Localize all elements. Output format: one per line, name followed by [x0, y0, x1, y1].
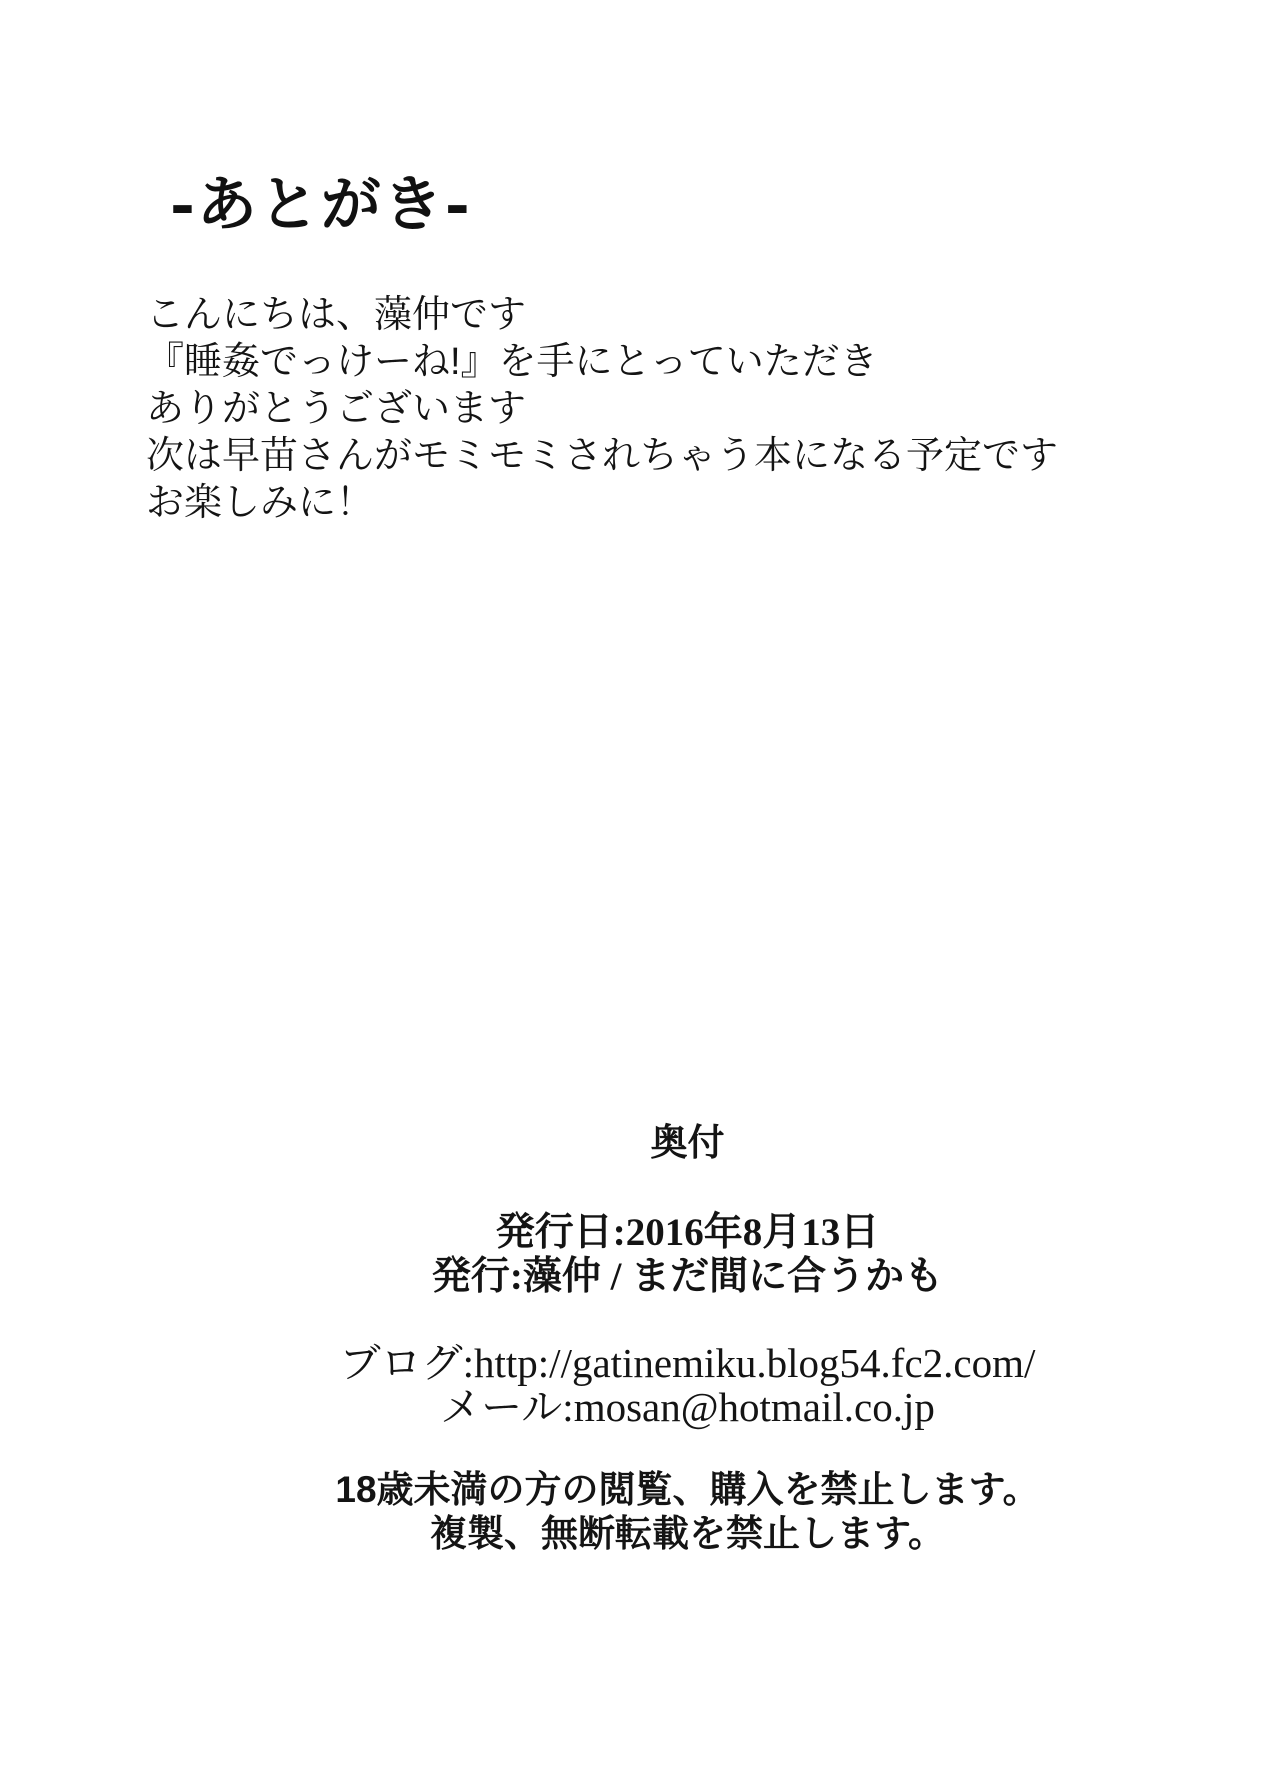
afterword-line-book-title: 『睡姦でっけーね!』を手にとっていただき [146, 341, 878, 383]
email-text: メール:mosan@hotmail.co.jp [440, 1384, 935, 1430]
colophon [95, 0, 1280, 1791]
age-restriction-notice: 18歳未満の方の閲覧、購入を禁止します。 [335, 1469, 1040, 1510]
blog-url-text: ブログ:http://gatinemiku.blog54.fc2.com/ [339, 1340, 1036, 1386]
afterword-line-look-forward: お楽しみに！ [146, 482, 375, 524]
publisher-line: 発行:藻仲 / まだ間に合うかも [431, 1255, 944, 1298]
colophon-heading: 奥付 [650, 1122, 725, 1163]
no-reproduction-notice: 複製、無断転載を禁止します。 [429, 1513, 946, 1554]
afterword-line-greeting: こんにちは、藻仲です [146, 294, 527, 336]
afterword-line-next-book: 次は早苗さんがモミモミされちゃう本になる予定です [146, 435, 1059, 477]
afterword-title: -あとがき- [170, 170, 472, 240]
afterword-line-thanks: ありがとうございます [146, 388, 527, 430]
publish-date-line: 発行日:2016年8月13日 [495, 1211, 880, 1254]
